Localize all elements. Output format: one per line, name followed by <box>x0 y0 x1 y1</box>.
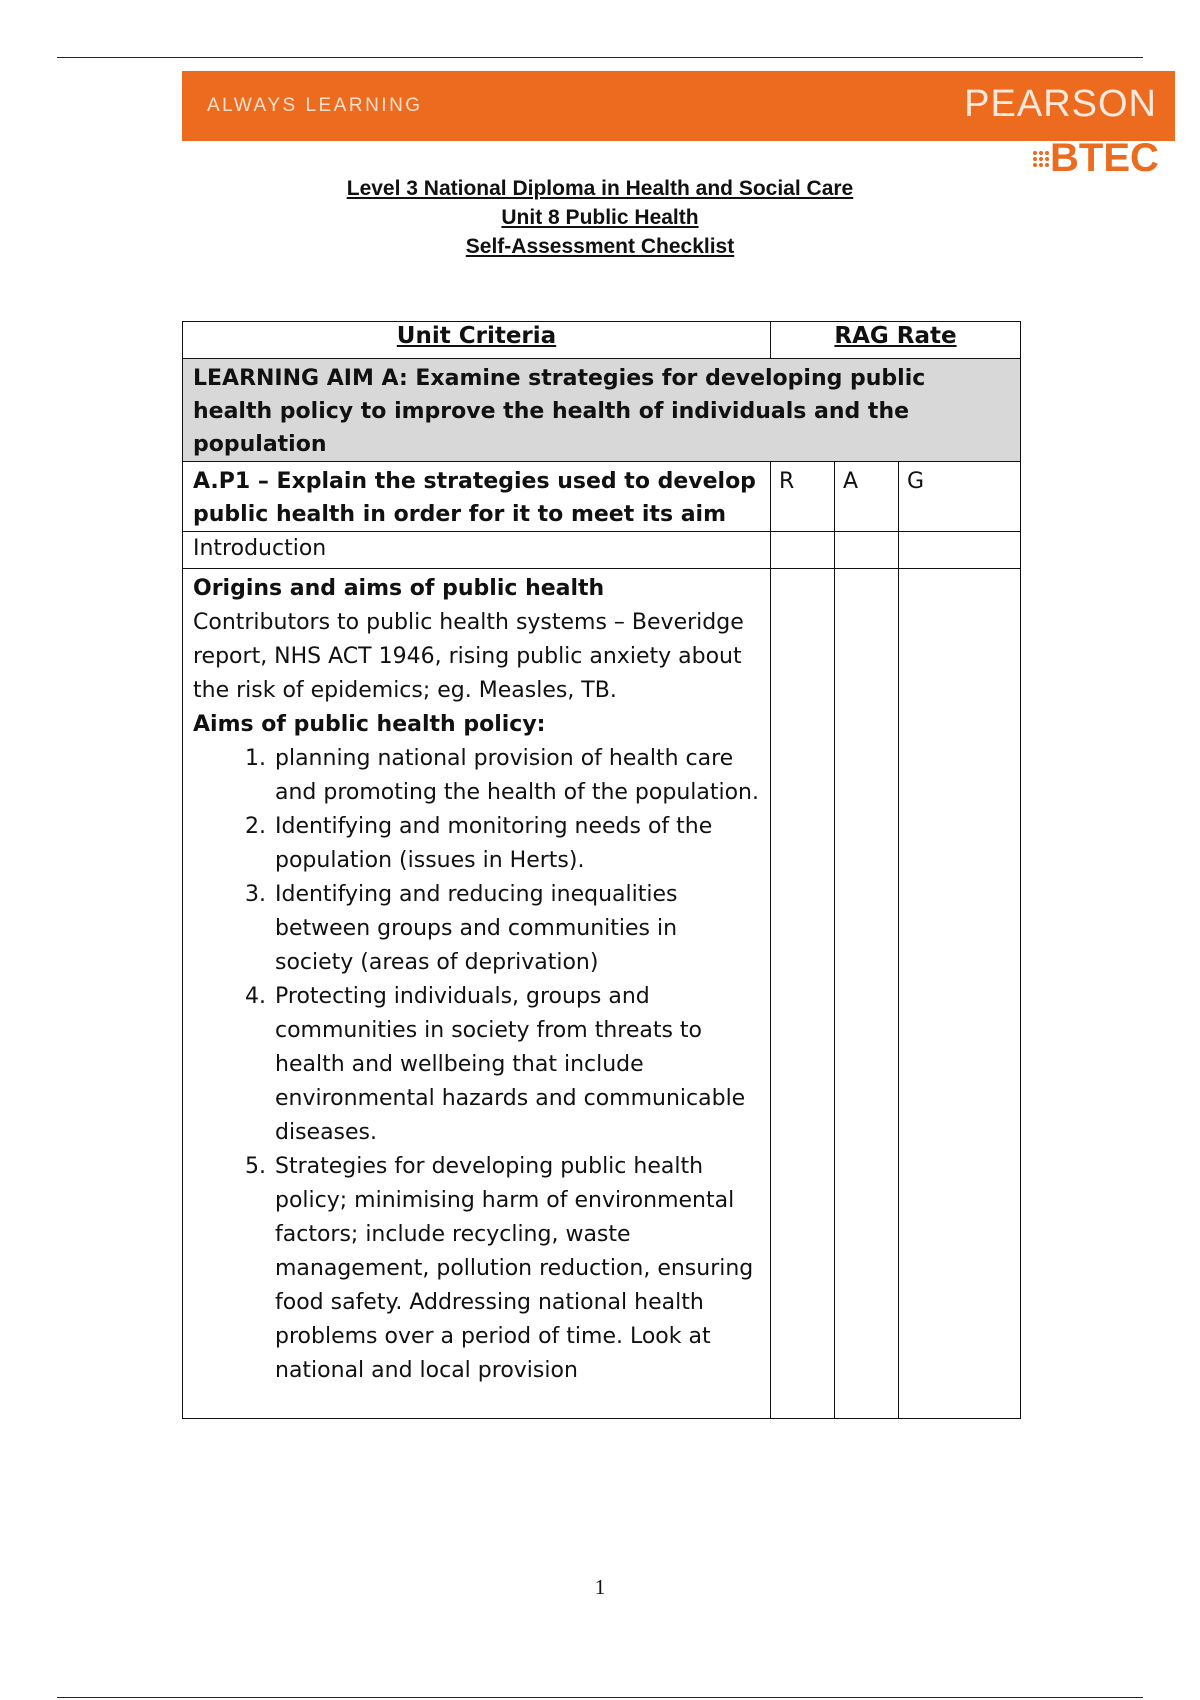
origins-rag-green[interactable] <box>899 569 1021 1419</box>
document-titles <box>0 174 1200 261</box>
rag-red-cell[interactable]: R <box>771 462 835 532</box>
origins-rag-red[interactable] <box>771 569 835 1419</box>
bottom-rule <box>57 1697 1143 1698</box>
list-item: 3. Identifying and reducing inequalities between groups and communities in society (areas of deprivation) <box>273 878 760 980</box>
learning-aim-text: LEARNING AIM A: Examine strategies for developing public health policy to improve the health of individuals and the population <box>183 359 1021 462</box>
rag-green-cell[interactable]: G <box>899 462 1021 532</box>
learning-aim-row <box>183 359 1021 462</box>
introduction-row <box>183 532 1021 569</box>
list-item: 4. Protecting individuals, groups and communities in society from threats to health and wellbeing that include environmental hazards and communicable diseases. <box>273 980 760 1150</box>
top-rule <box>57 57 1143 58</box>
origins-row <box>183 569 1021 1419</box>
aims-list <box>193 742 760 1388</box>
criteria-table <box>182 321 1021 1419</box>
introduction-text: Introduction <box>183 532 771 569</box>
aims-heading: Aims of public health policy: <box>193 712 546 737</box>
introduction-rag-red[interactable] <box>771 532 835 569</box>
page-number: 1 <box>594 1575 606 1599</box>
list-item: 1. planning national provision of health care and promoting the health of the population. <box>273 742 760 810</box>
origins-cell <box>183 569 771 1419</box>
rag-rate-header: RAG Rate <box>771 322 1021 359</box>
pearson-banner <box>182 71 1175 141</box>
rag-amber-cell[interactable]: A <box>835 462 899 532</box>
unit-title: Unit 8 Public Health <box>501 206 699 229</box>
origins-rag-amber[interactable] <box>835 569 899 1419</box>
pearson-logo: PEARSON <box>964 83 1157 125</box>
introduction-rag-green[interactable] <box>899 532 1021 569</box>
origins-heading: Origins and aims of public health <box>193 576 605 601</box>
btec-dots-icon <box>1032 150 1050 168</box>
criterion-p1-row <box>183 462 1021 532</box>
contributors-text: Contributors to public health systems – Beveridge report, NHS ACT 1946, rising public anxiety about the risk of epidemics; eg. Measles, TB. <box>193 610 744 703</box>
banner-tagline: ALWAYS LEARNING <box>207 95 423 116</box>
criterion-p1-text: A.P1 – Explain the strategies used to develop public health in order for it to meet its aim <box>183 462 771 532</box>
table-header-row <box>183 322 1021 359</box>
checklist-title: Self-Assessment Checklist <box>465 235 735 258</box>
btec-wordmark: BTEC <box>1050 136 1159 180</box>
list-item: 5. Strategies for developing public health policy; minimising harm of environmental factors; include recycling, waste management, pollution reduction, ensuring food safety. Addressing national health problems over a period of time. Look at national and local provision <box>273 1150 760 1388</box>
list-item: 2. Identifying and monitoring needs of the population (issues in Herts). <box>273 810 760 878</box>
introduction-rag-amber[interactable] <box>835 532 899 569</box>
qualification-title: Level 3 National Diploma in Health and Social Care <box>346 177 854 200</box>
unit-criteria-header: Unit Criteria <box>183 322 771 359</box>
